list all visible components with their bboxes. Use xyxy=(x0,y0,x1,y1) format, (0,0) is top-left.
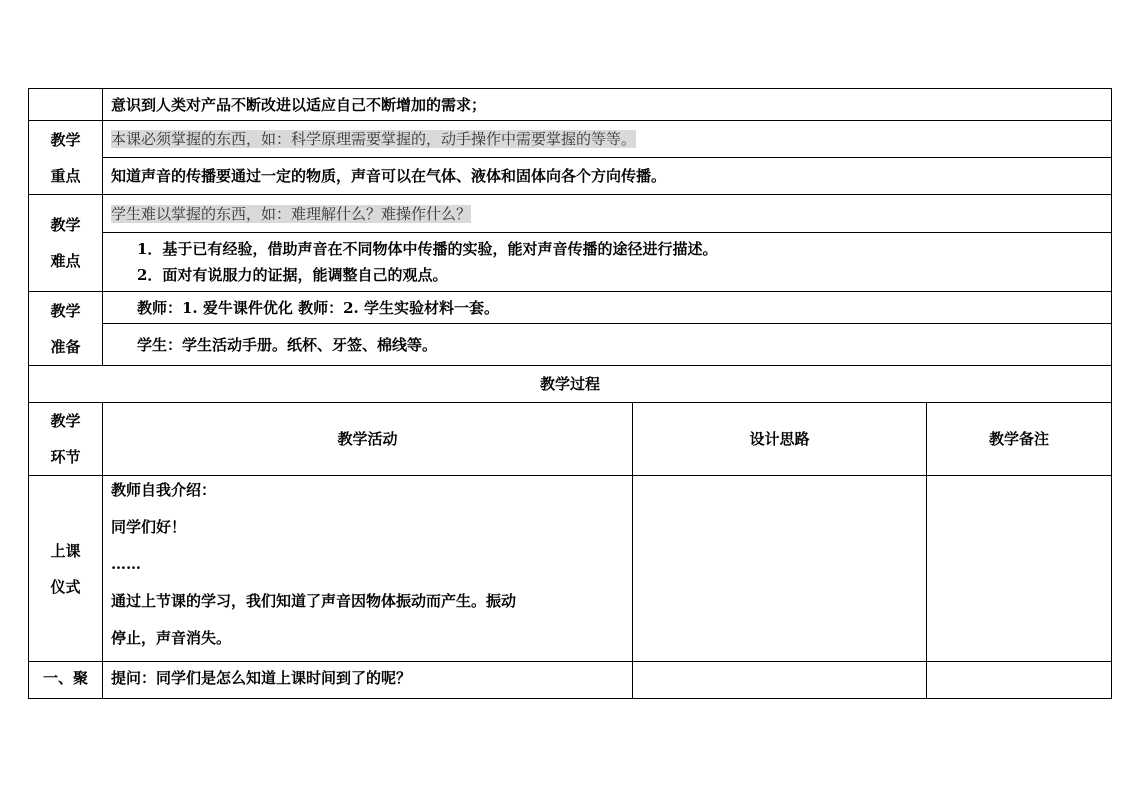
difficulty-item: 2．面对有说服力的证据，能调整自己的观点。 xyxy=(137,266,448,284)
notes-cell xyxy=(927,662,1112,699)
preparation-label-line2: 准备 xyxy=(50,337,81,356)
difficulties-label-line1: 教学 xyxy=(50,216,81,234)
design-cell xyxy=(633,476,927,662)
stage-header-line2: 环节 xyxy=(50,448,81,466)
difficulty-item: 1．基于已有经验，借助声音在不同物体中传播的实验，能对声音传播的途径进行描述。 xyxy=(137,240,718,258)
design-cell xyxy=(633,662,927,699)
preparation-student: 学生：学生活动手册。纸杯、牙签、棉线等。 xyxy=(103,324,1112,366)
activity-line: 同学们好！ xyxy=(111,518,187,536)
stage-header-line1: 教学 xyxy=(50,412,81,430)
notes-header: 教学备注 xyxy=(927,403,1112,476)
key-points-hint: 本课必须掌握的东西，如：科学原理需要掌握的，动手操作中需要掌握的等等。 xyxy=(111,130,637,148)
difficulties-hint: 学生难以掌握的东西，如：难理解什么？难操作什么？ xyxy=(111,204,472,223)
activity-cell xyxy=(103,476,633,662)
key-points-content: 知道声音的传播要通过一定的物质，声音可以在气体、液体和固体向各个方向传播。 xyxy=(103,158,1112,195)
key-points-label-line2: 重点 xyxy=(50,166,81,185)
stage-cell: 一、聚 xyxy=(29,662,103,699)
key-points-label xyxy=(29,121,103,195)
activity-line: …… xyxy=(111,555,141,573)
stage-header xyxy=(29,403,103,476)
lesson-plan-table xyxy=(28,88,1112,699)
activity-cell: 提问：同学们是怎么知道上课时间到了的呢？ xyxy=(103,662,633,699)
stage-name-line1: 上课 xyxy=(50,541,81,560)
preparation-label-line1: 教学 xyxy=(50,301,81,320)
design-header: 设计思路 xyxy=(633,403,927,476)
top-row-label-cell xyxy=(29,89,103,121)
preparation-label xyxy=(29,292,103,366)
notes-cell xyxy=(927,476,1112,662)
stage-name-line2: 仪式 xyxy=(50,577,81,596)
activity-line: 停止，声音消失。 xyxy=(111,629,232,647)
top-row-text: 意识到人类对产品不断改进以适应自己不断增加的需求； xyxy=(103,89,1112,121)
difficulties-label-line2: 难点 xyxy=(50,252,81,270)
difficulties-label xyxy=(29,195,103,292)
activity-header: 教学活动 xyxy=(103,403,633,476)
key-points-label-line1: 教学 xyxy=(50,130,81,149)
activity-line: 教师自我介绍： xyxy=(111,481,217,499)
preparation-teacher: 教师：1. 爱牛课件优化 教师：2. 学生实验材料一套。 xyxy=(103,292,1112,324)
activity-line: 通过上节课的学习，我们知道了声音因物体振动而产生。振动 xyxy=(111,592,517,610)
key-points-hint-cell xyxy=(103,121,1112,158)
difficulties-items xyxy=(103,233,1112,292)
difficulties-hint-cell xyxy=(103,195,1112,233)
process-title: 教学过程 xyxy=(29,366,1112,403)
stage-cell xyxy=(29,476,103,662)
